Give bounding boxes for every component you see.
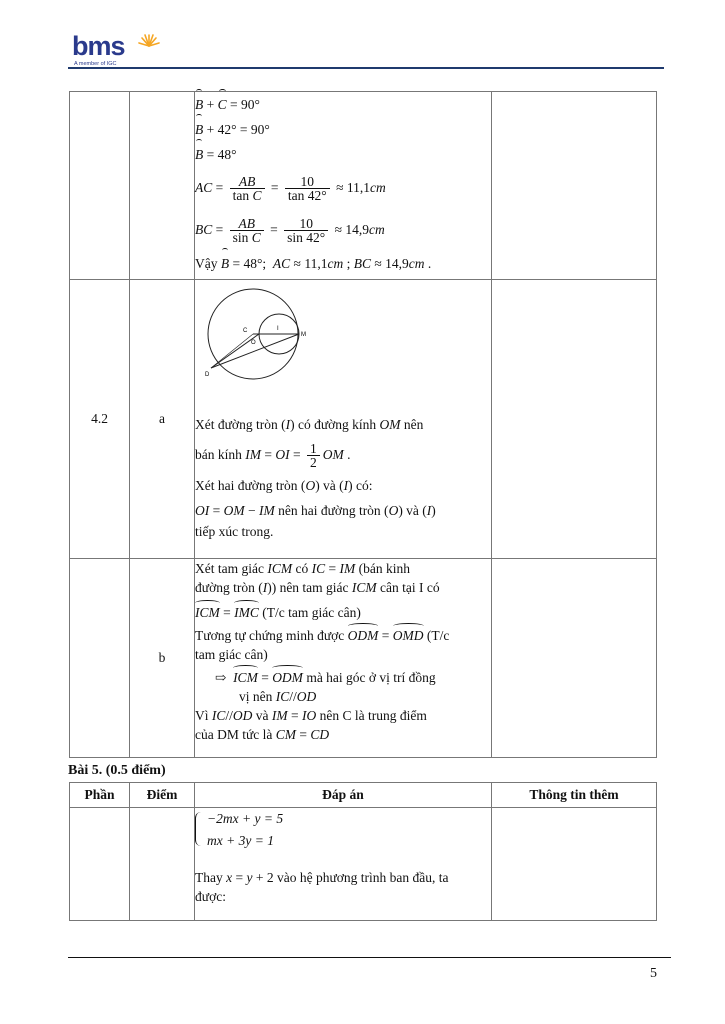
table-row	[70, 559, 657, 758]
equation-line: B = 48°	[195, 142, 491, 167]
text-line: Thay x = y + 2 vào hệ phương trình ban đầu, ta	[195, 870, 449, 885]
tangent-circles-figure	[199, 284, 319, 384]
point-cell	[130, 92, 195, 280]
equation-line: BC = $\frac{AB}{\text{sin C}}$ = $\frac{10}{\sin 42^\circ}$ ≈ 14,9cm	[195, 216, 385, 246]
text-line: bán kính IM = OI = $\frac{1}{2}$ OM .	[195, 441, 351, 471]
text-line: Tương tự chứng minh được ODM = OMD (T/c	[195, 628, 450, 643]
sun-icon	[138, 32, 160, 54]
answer-cell	[195, 280, 492, 559]
part-cell	[70, 559, 130, 758]
table-row	[70, 280, 657, 559]
answer-table-bai5	[69, 782, 657, 921]
arrow-icon: ⇨	[215, 670, 227, 685]
text-line: Xét đường tròn (I) có đường kính OM nên	[195, 417, 424, 432]
table-row	[70, 92, 657, 280]
text-line: tam giác cân)	[195, 647, 268, 662]
figure-label-m: M	[301, 332, 306, 338]
extra-info-cell	[492, 559, 657, 758]
text-line: Xét hai đường tròn (O) và (I) có:	[195, 478, 373, 493]
point-cell	[130, 559, 195, 758]
text-line: ⇨ ICM = ODM mà hai góc ở vị trí đồng	[215, 670, 436, 685]
logo-text: bms	[72, 31, 125, 61]
answer-cell	[195, 559, 492, 758]
part-cell	[70, 808, 130, 921]
equation-line: AC = $\frac{AB}{\text{tan C}}$ = $\frac{10}{\tan 42^\circ}$ ≈ 11,1cm	[195, 174, 386, 204]
header-extra-info: Thông tin thêm	[492, 783, 657, 808]
part-cell	[70, 92, 130, 280]
equation-system	[195, 808, 491, 854]
footer-rule	[68, 957, 671, 958]
bms-logo	[72, 30, 162, 72]
header-rule	[68, 67, 664, 69]
equation-line: B + 42° = 90°	[195, 117, 491, 142]
text-line: vị nên IC//OD	[239, 689, 317, 704]
logo-subtitle: A member of IGC	[74, 61, 117, 67]
figure-label-d: D	[205, 372, 210, 378]
conclusion-line: Vậy B = 48°; AC ≈ 11,1cm ; BC ≈ 14,9cm .	[195, 251, 491, 276]
text-line: được:	[195, 889, 226, 904]
text-line: Vì IC//OD và IM = IO nên C là trung điểm	[195, 708, 427, 723]
extra-info-cell	[492, 280, 657, 559]
table-header-row	[70, 783, 657, 808]
section-title: Bài 5. (0.5 điểm)	[68, 763, 166, 778]
part-label: 4.2	[91, 411, 108, 426]
text-line: ICM = IMC (T/c tam giác cân)	[195, 605, 361, 620]
answer-cell	[195, 808, 492, 921]
header-part: Phần	[70, 783, 130, 808]
extra-info-cell	[492, 92, 657, 280]
page-number: 5	[650, 966, 657, 981]
equation-line: B + C = 90°	[195, 92, 491, 117]
table-row	[70, 808, 657, 921]
text-line: Xét tam giác ICM có IC = IM (bán kinh	[195, 561, 410, 576]
point-cell	[130, 808, 195, 921]
header-point: Điểm	[130, 783, 195, 808]
point-cell	[130, 280, 195, 559]
header-answer: Đáp án	[195, 783, 492, 808]
text-line: tiếp xúc trong.	[195, 524, 274, 539]
figure-label-i: I	[277, 326, 279, 332]
point-label: a	[159, 411, 165, 426]
answer-table-continued	[69, 91, 657, 758]
figure-label-o: O	[251, 340, 256, 346]
text-line: của DM tức là CM = CD	[195, 727, 330, 742]
brace-icon	[195, 812, 204, 846]
text-line: đường tròn (I)) nên tam giác ICM cân tại I có	[195, 580, 440, 595]
part-cell	[70, 280, 130, 559]
point-label: b	[158, 650, 166, 665]
text-line: OI = OM − IM nên hai đường tròn (O) và (I)	[195, 503, 436, 518]
system-line: −2mx + y = 5	[207, 811, 284, 826]
figure-label-c: C	[243, 328, 248, 334]
answer-cell	[195, 92, 492, 280]
system-line: mx + 3y = 1	[207, 833, 274, 848]
extra-info-cell	[492, 808, 657, 921]
